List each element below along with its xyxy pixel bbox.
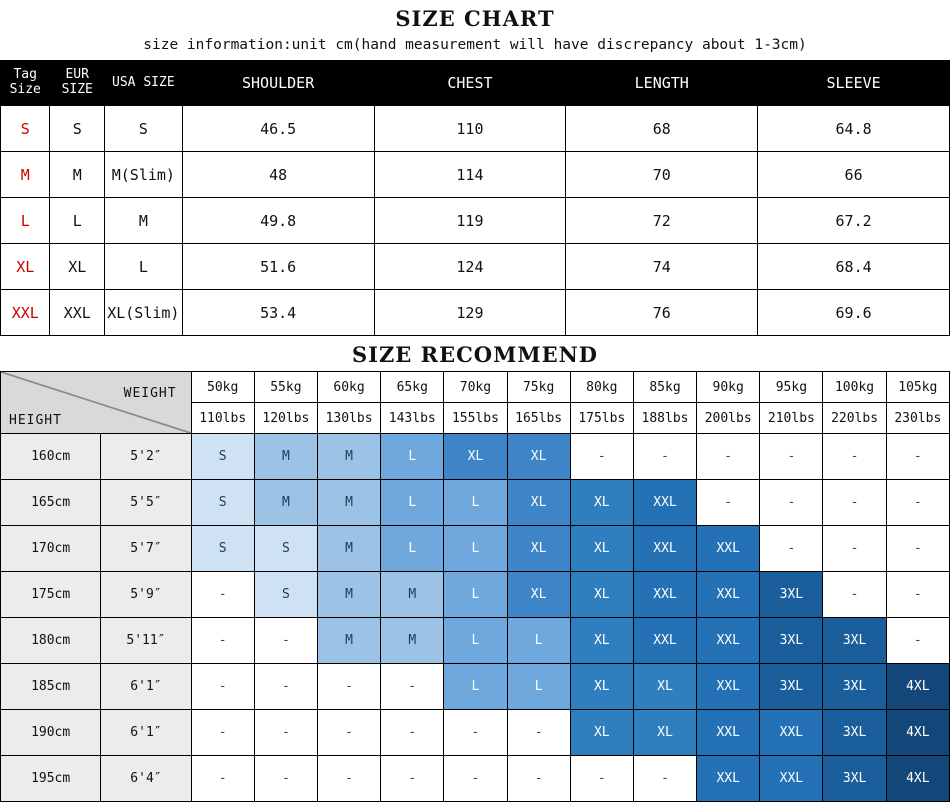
weight-header-row [1, 372, 950, 403]
recommend-cell-r1-c7: XXL [633, 480, 696, 526]
cell-tag-size: XXL [1, 290, 50, 336]
recommend-cell-r6-c9: XXL [760, 710, 823, 756]
cell-chest: 119 [374, 198, 566, 244]
recommend-cell-r3-c8: XXL [697, 572, 760, 618]
recommend-cell-r3-c11: - [886, 572, 949, 618]
cell-chest: 114 [374, 152, 566, 198]
height-ft-4: 5'11″ [101, 618, 191, 664]
recommend-cell-r0-c2: M [317, 434, 380, 480]
recommend-cell-r1-c10: - [823, 480, 886, 526]
axis-label-height: HEIGHT [9, 413, 62, 428]
weight-kg-9: 95kg [760, 372, 823, 403]
cell-sleeve: 64.8 [758, 106, 950, 152]
cell-tag-size: S [1, 106, 50, 152]
height-ft-6: 6'1″ [101, 710, 191, 756]
recommend-cell-r7-c2: - [317, 756, 380, 802]
table-row [1, 710, 950, 756]
axis-corner-cell [1, 372, 192, 434]
recommend-cell-r7-c9: XXL [760, 756, 823, 802]
recommend-cell-r3-c9: 3XL [760, 572, 823, 618]
cell-usa-size: L [104, 244, 182, 290]
recommend-cell-r4-c11: - [886, 618, 949, 664]
recommend-cell-r5-c10: 3XL [823, 664, 886, 710]
cell-length: 72 [566, 198, 758, 244]
recommend-cell-r2-c5: XL [507, 526, 570, 572]
recommend-cell-r1-c4: L [444, 480, 507, 526]
height-ft-7: 6'4″ [101, 756, 191, 802]
cell-tag-size: M [1, 152, 50, 198]
cell-tag-size: XL [1, 244, 50, 290]
recommend-cell-r3-c2: M [317, 572, 380, 618]
recommend-cell-r6-c5: - [507, 710, 570, 756]
weight-lbs-6: 175lbs [570, 403, 633, 434]
weight-lbs-0: 110lbs [191, 403, 254, 434]
cell-eur-size: XXL [50, 290, 105, 336]
recommend-cell-r1-c2: M [317, 480, 380, 526]
recommend-cell-r5-c11: 4XL [886, 664, 949, 710]
recommend-cell-r6-c11: 4XL [886, 710, 949, 756]
col-header-usa-size: USA SIZE [104, 61, 182, 106]
cell-usa-size: M [104, 198, 182, 244]
recommend-title: SIZE RECOMMEND [351, 342, 598, 367]
recommend-cell-r3-c5: XL [507, 572, 570, 618]
table-row [1, 664, 950, 710]
recommend-cell-r5-c3: - [381, 664, 444, 710]
recommend-cell-r3-c0: - [191, 572, 254, 618]
recommend-cell-r6-c4: - [444, 710, 507, 756]
cell-eur-size: M [50, 152, 105, 198]
recommend-cell-r5-c1: - [254, 664, 317, 710]
height-cm-7: 195cm [1, 756, 101, 802]
cell-length: 68 [566, 106, 758, 152]
recommend-cell-r7-c5: - [507, 756, 570, 802]
recommend-cell-r5-c7: XL [633, 664, 696, 710]
recommend-cell-r5-c0: - [191, 664, 254, 710]
recommend-cell-r4-c2: M [317, 618, 380, 664]
weight-lbs-7: 188lbs [633, 403, 696, 434]
size-recommend-table [0, 371, 950, 802]
recommend-cell-r2-c11: - [886, 526, 949, 572]
weight-lbs-5: 165lbs [507, 403, 570, 434]
col-header-eur-size: EUR SIZE [50, 61, 105, 106]
weight-lbs-2: 130lbs [317, 403, 380, 434]
recommend-cell-r6-c3: - [381, 710, 444, 756]
recommend-cell-r1-c9: - [760, 480, 823, 526]
weight-kg-0: 50kg [191, 372, 254, 403]
cell-eur-size: L [50, 198, 105, 244]
recommend-cell-r1-c8: - [697, 480, 760, 526]
recommend-cell-r6-c8: XXL [697, 710, 760, 756]
recommend-cell-r2-c6: XL [570, 526, 633, 572]
recommend-cell-r4-c6: XL [570, 618, 633, 664]
recommend-cell-r1-c3: L [381, 480, 444, 526]
recommend-cell-r6-c0: - [191, 710, 254, 756]
height-ft-2: 5'7″ [101, 526, 191, 572]
recommend-cell-r2-c1: S [254, 526, 317, 572]
weight-lbs-10: 220lbs [823, 403, 886, 434]
cell-shoulder: 49.8 [182, 198, 374, 244]
recommend-cell-r0-c9: - [760, 434, 823, 480]
table-row [1, 152, 950, 198]
recommend-cell-r6-c2: - [317, 710, 380, 756]
recommend-cell-r0-c8: - [697, 434, 760, 480]
recommend-cell-r0-c4: XL [444, 434, 507, 480]
size-chart-table [0, 60, 950, 336]
recommend-cell-r7-c8: XXL [697, 756, 760, 802]
recommend-cell-r0-c1: M [254, 434, 317, 480]
recommend-cell-r4-c5: L [507, 618, 570, 664]
height-ft-1: 5'5″ [101, 480, 191, 526]
recommend-cell-r6-c6: XL [570, 710, 633, 756]
recommend-cell-r4-c4: L [444, 618, 507, 664]
recommend-cell-r3-c10: - [823, 572, 886, 618]
weight-lbs-9: 210lbs [760, 403, 823, 434]
col-header-tag-size: Tag Size [1, 61, 50, 106]
col-header-chest: CHEST [374, 61, 566, 106]
cell-tag-size: L [1, 198, 50, 244]
recommend-cell-r7-c4: - [444, 756, 507, 802]
weight-kg-11: 105kg [886, 372, 949, 403]
height-cm-5: 185cm [1, 664, 101, 710]
table-row [1, 526, 950, 572]
cell-eur-size: XL [50, 244, 105, 290]
cell-sleeve: 69.6 [758, 290, 950, 336]
recommend-cell-r4-c0: - [191, 618, 254, 664]
cell-shoulder: 51.6 [182, 244, 374, 290]
weight-kg-2: 60kg [317, 372, 380, 403]
recommend-cell-r5-c6: XL [570, 664, 633, 710]
cell-usa-size: S [104, 106, 182, 152]
recommend-cell-r0-c7: - [633, 434, 696, 480]
recommend-body [1, 434, 950, 802]
recommend-cell-r7-c0: - [191, 756, 254, 802]
cell-length: 76 [566, 290, 758, 336]
recommend-cell-r7-c11: 4XL [886, 756, 949, 802]
recommend-cell-r3-c7: XXL [633, 572, 696, 618]
recommend-cell-r5-c4: L [444, 664, 507, 710]
cell-sleeve: 68.4 [758, 244, 950, 290]
recommend-cell-r3-c1: S [254, 572, 317, 618]
height-cm-6: 190cm [1, 710, 101, 756]
recommend-cell-r2-c7: XXL [633, 526, 696, 572]
table-header-row [1, 61, 950, 106]
recommend-cell-r1-c0: S [191, 480, 254, 526]
axis-label-weight: WEIGHT [123, 386, 177, 401]
height-cm-0: 160cm [1, 434, 101, 480]
table-row [1, 572, 950, 618]
recommend-cell-r2-c9: - [760, 526, 823, 572]
weight-kg-3: 65kg [381, 372, 444, 403]
measurement-note: size information:unit cm(hand measurement will have discrepancy about 1-3cm) [143, 37, 807, 53]
col-header-sleeve: SLEEVE [758, 61, 950, 106]
cell-shoulder: 53.4 [182, 290, 374, 336]
cell-length: 70 [566, 152, 758, 198]
col-header-length: LENGTH [566, 61, 758, 106]
recommend-cell-r2-c4: L [444, 526, 507, 572]
height-cm-4: 180cm [1, 618, 101, 664]
cell-usa-size: XL(Slim) [104, 290, 182, 336]
recommend-cell-r0-c11: - [886, 434, 949, 480]
recommend-cell-r1-c6: XL [570, 480, 633, 526]
recommend-cell-r4-c8: XXL [697, 618, 760, 664]
cell-sleeve: 66 [758, 152, 950, 198]
recommend-cell-r4-c9: 3XL [760, 618, 823, 664]
height-cm-2: 170cm [1, 526, 101, 572]
height-cm-1: 165cm [1, 480, 101, 526]
weight-lbs-3: 143lbs [381, 403, 444, 434]
recommend-cell-r2-c3: L [381, 526, 444, 572]
weight-kg-6: 80kg [570, 372, 633, 403]
table-row [1, 434, 950, 480]
recommend-cell-r4-c1: - [254, 618, 317, 664]
recommend-cell-r1-c1: M [254, 480, 317, 526]
table-row [1, 480, 950, 526]
weight-kg-7: 85kg [633, 372, 696, 403]
recommend-cell-r7-c10: 3XL [823, 756, 886, 802]
recommend-cell-r2-c0: S [191, 526, 254, 572]
weight-kg-4: 70kg [444, 372, 507, 403]
weight-kg-10: 100kg [823, 372, 886, 403]
recommend-cell-r0-c5: XL [507, 434, 570, 480]
weight-lbs-8: 200lbs [697, 403, 760, 434]
recommend-cell-r5-c5: L [507, 664, 570, 710]
recommend-cell-r2-c10: - [823, 526, 886, 572]
weight-lbs-1: 120lbs [254, 403, 317, 434]
cell-eur-size: S [50, 106, 105, 152]
cell-shoulder: 46.5 [182, 106, 374, 152]
table-row [1, 198, 950, 244]
recommend-cell-r0-c6: - [570, 434, 633, 480]
weight-lbs-11: 230lbs [886, 403, 949, 434]
height-ft-0: 5'2″ [101, 434, 191, 480]
recommend-cell-r3-c4: L [444, 572, 507, 618]
table-row [1, 618, 950, 664]
recommend-cell-r0-c10: - [823, 434, 886, 480]
height-cm-3: 175cm [1, 572, 101, 618]
recommend-cell-r0-c3: L [381, 434, 444, 480]
cell-usa-size: M(Slim) [104, 152, 182, 198]
recommend-cell-r5-c2: - [317, 664, 380, 710]
recommend-cell-r4-c7: XXL [633, 618, 696, 664]
recommend-cell-r6-c1: - [254, 710, 317, 756]
recommend-cell-r4-c3: M [381, 618, 444, 664]
recommend-cell-r1-c5: XL [507, 480, 570, 526]
recommend-cell-r3-c6: XL [570, 572, 633, 618]
weight-lbs-4: 155lbs [444, 403, 507, 434]
recommend-cell-r2-c2: M [317, 526, 380, 572]
height-ft-5: 6'1″ [101, 664, 191, 710]
recommend-cell-r3-c3: M [381, 572, 444, 618]
recommend-cell-r6-c7: XL [633, 710, 696, 756]
col-header-shoulder: SHOULDER [182, 61, 374, 106]
recommend-cell-r7-c3: - [381, 756, 444, 802]
recommend-cell-r5-c8: XXL [697, 664, 760, 710]
weight-kg-8: 90kg [697, 372, 760, 403]
page-title: SIZE CHART [395, 6, 555, 31]
cell-chest: 129 [374, 290, 566, 336]
recommend-cell-r7-c6: - [570, 756, 633, 802]
weight-kg-1: 55kg [254, 372, 317, 403]
recommend-cell-r2-c8: XXL [697, 526, 760, 572]
cell-sleeve: 67.2 [758, 198, 950, 244]
recommend-cell-r7-c7: - [633, 756, 696, 802]
recommend-cell-r7-c1: - [254, 756, 317, 802]
table-row [1, 756, 950, 802]
cell-length: 74 [566, 244, 758, 290]
recommend-cell-r1-c11: - [886, 480, 949, 526]
recommend-cell-r5-c9: 3XL [760, 664, 823, 710]
weight-kg-5: 75kg [507, 372, 570, 403]
table-row [1, 106, 950, 152]
cell-chest: 110 [374, 106, 566, 152]
cell-chest: 124 [374, 244, 566, 290]
recommend-cell-r4-c10: 3XL [823, 618, 886, 664]
cell-shoulder: 48 [182, 152, 374, 198]
table-row [1, 290, 950, 336]
height-ft-3: 5'9″ [101, 572, 191, 618]
table-row [1, 244, 950, 290]
recommend-cell-r0-c0: S [191, 434, 254, 480]
recommend-cell-r6-c10: 3XL [823, 710, 886, 756]
